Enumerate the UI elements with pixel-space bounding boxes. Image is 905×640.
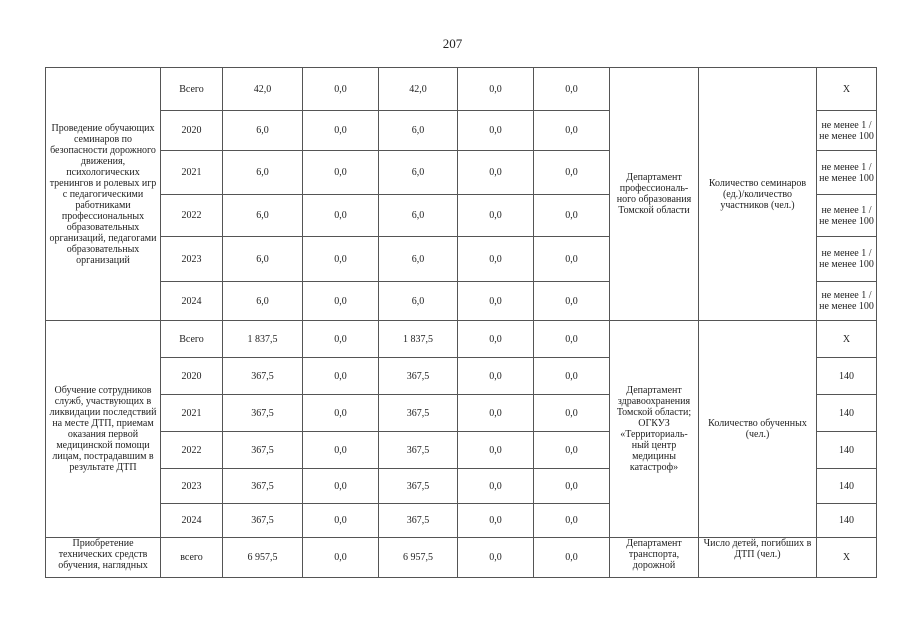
table-row [46, 538, 877, 578]
page-number: 207 [442, 36, 463, 51]
funding-cell: 6,0 [379, 111, 458, 151]
funding-cell: 0,0 [303, 432, 379, 469]
total-cell: 6 957,5 [223, 538, 303, 578]
target-cell: 140 [817, 469, 877, 504]
funding-cell: 0,0 [458, 68, 534, 111]
funding-cell: 0,0 [534, 538, 610, 578]
target-cell: 140 [817, 432, 877, 469]
funding-cell: 0,0 [534, 395, 610, 432]
funding-cell: 0,0 [303, 538, 379, 578]
year-cell: 2021 [161, 151, 223, 195]
executor-cell: Департамент профессиональ-ного образования Томской области [610, 68, 699, 321]
funding-cell: 0,0 [458, 469, 534, 504]
target-cell: Х [817, 538, 877, 578]
activity-description: Обучение сотрудников служб, участвующих в ликвидации последствий на месте ДТП, приемам оказания первой медицинской помощи лицам, пострадавшим в результате ДТП [46, 321, 161, 538]
total-cell: 1 837,5 [223, 321, 303, 358]
funding-cell: 0,0 [534, 504, 610, 538]
funding-cell: 0,0 [303, 504, 379, 538]
total-cell: 367,5 [223, 469, 303, 504]
funding-cell: 367,5 [379, 358, 458, 395]
program-table [45, 67, 877, 578]
funding-cell: 0,0 [303, 68, 379, 111]
funding-cell: 0,0 [458, 237, 534, 282]
year-cell: 2020 [161, 358, 223, 395]
target-cell: Х [817, 68, 877, 111]
funding-cell: 0,0 [534, 469, 610, 504]
funding-cell: 0,0 [303, 195, 379, 237]
year-cell: 2022 [161, 195, 223, 237]
funding-cell: 0,0 [303, 111, 379, 151]
target-cell: не менее 1 / не менее 100 [817, 195, 877, 237]
target-cell: не менее 1 / не менее 100 [817, 237, 877, 282]
funding-cell: 0,0 [303, 469, 379, 504]
funding-cell: 0,0 [534, 68, 610, 111]
total-cell: 6,0 [223, 282, 303, 321]
funding-cell: 0,0 [458, 504, 534, 538]
year-cell: 2020 [161, 111, 223, 151]
year-cell: 2024 [161, 504, 223, 538]
year-cell: 2024 [161, 282, 223, 321]
funding-cell: 0,0 [534, 111, 610, 151]
funding-cell: 367,5 [379, 504, 458, 538]
total-cell: 367,5 [223, 432, 303, 469]
funding-cell: 6,0 [379, 195, 458, 237]
target-cell: не менее 1 / не менее 100 [817, 111, 877, 151]
total-cell: 367,5 [223, 395, 303, 432]
funding-cell: 0,0 [534, 237, 610, 282]
funding-cell: 0,0 [534, 282, 610, 321]
funding-cell: 6,0 [379, 282, 458, 321]
total-cell: 367,5 [223, 504, 303, 538]
funding-cell: 0,0 [534, 321, 610, 358]
funding-cell: 6 957,5 [379, 538, 458, 578]
funding-cell: 0,0 [303, 358, 379, 395]
funding-cell: 0,0 [458, 538, 534, 578]
year-cell: 2021 [161, 395, 223, 432]
funding-cell: 1 837,5 [379, 321, 458, 358]
funding-cell: 0,0 [303, 282, 379, 321]
funding-cell: 6,0 [379, 237, 458, 282]
funding-cell: 42,0 [379, 68, 458, 111]
executor-cell: Департамент здравоохранения Томской области; ОГКУЗ «Территориаль-ный центр медицины катастроф» [610, 321, 699, 538]
funding-cell: 0,0 [458, 151, 534, 195]
total-cell: 367,5 [223, 358, 303, 395]
table-row [46, 321, 877, 358]
activity-description: Проведение обучающих семинаров по безопасности дорожного движения, психологических тренингов и ролевых игр с педагогическими работниками профессиональных образовательных организаций, педагогами образовательных организаций [46, 68, 161, 321]
activity-description: Приобретение технических средств обучения, наглядных [46, 538, 161, 578]
year-cell: 2022 [161, 432, 223, 469]
funding-cell: 0,0 [534, 151, 610, 195]
funding-cell: 0,0 [458, 195, 534, 237]
year-cell: 2023 [161, 469, 223, 504]
year-cell: всего [161, 538, 223, 578]
total-cell: 42,0 [223, 68, 303, 111]
funding-cell: 0,0 [458, 395, 534, 432]
year-cell: Всего [161, 68, 223, 111]
funding-cell: 367,5 [379, 469, 458, 504]
funding-cell: 0,0 [303, 321, 379, 358]
funding-cell: 0,0 [303, 395, 379, 432]
target-cell: не менее 1 / не менее 100 [817, 282, 877, 321]
funding-cell: 0,0 [458, 282, 534, 321]
indicator-cell: Количество семинаров (ед.)/количество участников (чел.) [699, 68, 817, 321]
funding-cell: 0,0 [458, 111, 534, 151]
funding-cell: 0,0 [458, 358, 534, 395]
target-cell: 140 [817, 358, 877, 395]
funding-cell: 0,0 [303, 151, 379, 195]
funding-cell: 367,5 [379, 432, 458, 469]
funding-cell: 6,0 [379, 151, 458, 195]
total-cell: 6,0 [223, 237, 303, 282]
indicator-cell: Число детей, погибших в ДТП (чел.) [699, 538, 817, 578]
funding-cell: 0,0 [458, 432, 534, 469]
year-cell: Всего [161, 321, 223, 358]
target-cell: не менее 1 / не менее 100 [817, 151, 877, 195]
table-row [46, 68, 877, 111]
target-cell: Х [817, 321, 877, 358]
target-cell: 140 [817, 504, 877, 538]
target-cell: 140 [817, 395, 877, 432]
funding-cell: 0,0 [458, 321, 534, 358]
indicator-cell: Количество обученных (чел.) [699, 321, 817, 538]
executor-cell: Департамент транспорта, дорожной [610, 538, 699, 578]
total-cell: 6,0 [223, 195, 303, 237]
funding-cell: 0,0 [534, 195, 610, 237]
funding-cell: 0,0 [303, 237, 379, 282]
funding-cell: 0,0 [534, 358, 610, 395]
funding-cell: 367,5 [379, 395, 458, 432]
total-cell: 6,0 [223, 151, 303, 195]
year-cell: 2023 [161, 237, 223, 282]
total-cell: 6,0 [223, 111, 303, 151]
funding-cell: 0,0 [534, 432, 610, 469]
